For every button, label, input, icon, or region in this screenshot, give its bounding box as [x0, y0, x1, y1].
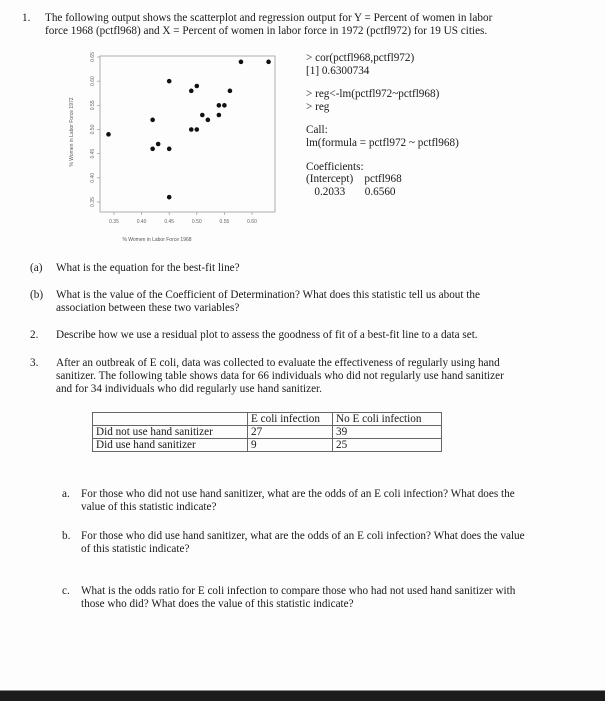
x-tick-label: 0.35	[109, 219, 119, 225]
q3b-text-line2: of this statistic indicate?	[81, 543, 190, 555]
data-point	[217, 113, 222, 118]
data-point	[167, 195, 172, 200]
plot-frame	[100, 56, 275, 212]
r-output-line: > reg	[306, 100, 330, 113]
r-output-spacer	[306, 77, 459, 88]
y-tick-label: 0.45	[90, 148, 96, 159]
data-point	[222, 103, 227, 108]
r-output-spacer	[306, 150, 459, 161]
data-point	[217, 103, 222, 108]
q2-number: 2.	[30, 329, 39, 341]
r-output-line: Call:	[306, 124, 328, 137]
q1a-label: (a)	[30, 262, 43, 274]
r-output-line: (Intercept) pctfl968	[306, 173, 402, 186]
table-cell: Did use hand sanitizer	[93, 439, 248, 452]
r-output-line: lm(formula = pctfl972 ~ pctfl968)	[306, 136, 459, 149]
q3-text-line3: and for 34 individuals who did regularly use hand sanitizer.	[56, 383, 322, 395]
table-row	[93, 439, 442, 452]
data-point	[189, 127, 194, 132]
q3-number: 3.	[30, 357, 39, 369]
q1a-text: What is the equation for the best-fit line?	[56, 262, 240, 274]
data-point	[150, 118, 155, 123]
y-tick-label: 0.50	[90, 124, 96, 135]
data-point	[228, 89, 233, 94]
data-point	[195, 127, 200, 132]
q3b-text-line1: For those who did use hand sanitizer, what are the odds of an E coli infection? What does the value	[81, 530, 525, 542]
data-point	[150, 147, 155, 152]
q1b-label: (b)	[30, 289, 44, 301]
data-point	[156, 142, 161, 147]
x-tick-label: 0.45	[164, 219, 175, 225]
x-tick-label: 0.60	[247, 219, 257, 225]
q3c-label: c.	[62, 585, 70, 597]
y-tick-label: 0.60	[90, 76, 96, 87]
q3a-text-line1: For those who did not use hand sanitizer, what are the odds of an E coli infection? What does the	[81, 488, 515, 500]
y-axis-label: % Women in Labor Force 1972	[69, 97, 75, 167]
q2-text: Describe how we use a residual plot to assess the goodness of fit of a best-fit line to a data set.	[56, 329, 478, 341]
y-tick-label: 0.55	[90, 100, 96, 111]
table-cell: 27	[248, 426, 333, 439]
data-point	[200, 113, 205, 118]
q1-text-line1: The following output shows the scatterplot and regression output for Y = Percent of women in labor	[45, 12, 493, 24]
table-header-cell: No E coli infection	[333, 413, 442, 426]
q3b-label: b.	[62, 530, 71, 542]
data-point	[189, 89, 194, 94]
table-cell: 9	[248, 439, 333, 452]
q3a-label: a.	[62, 488, 70, 500]
q3c-text-line2: those who did? What does the value of this statistic indicate?	[81, 598, 354, 610]
q3-text-line2: sanitizer. The following table shows data for 66 individuals who did not regularly use hand sanitizer	[56, 370, 504, 382]
x-tick-label: 0.55	[219, 219, 230, 225]
table-cell: 39	[333, 426, 442, 439]
y-tick-label: 0.35	[90, 197, 96, 207]
r-output-spacer	[306, 113, 459, 124]
table-cell: Did not use hand sanitizer	[93, 426, 248, 439]
q3c-text-line1: What is the odds ratio for E coli infection to compare those who had not used hand sanitizer with	[81, 585, 516, 597]
x-tick-label: 0.50	[191, 219, 202, 225]
q1-text-line2: force 1968 (pctfl968) and X = Percent of women in labor force in 1972 (pctfl972) for 19 US cities.	[45, 25, 488, 37]
y-tick-label: 0.65	[90, 52, 96, 62]
table-cell: 25	[333, 439, 442, 452]
r-output-line: [1] 0.6300734	[306, 64, 370, 77]
r-console-output	[306, 52, 459, 198]
r-output-line: > reg<-lm(pctfl972~pctfl968)	[306, 88, 440, 101]
q1b-text-line1: What is the value of the Coefficient of Determination? What does this statistic tell us about the	[56, 289, 480, 301]
data-point	[167, 147, 172, 152]
x-tick-label: 0.40	[136, 219, 147, 225]
y-axis-ticks	[90, 52, 100, 207]
ecoli-table	[92, 412, 442, 452]
r-output-line: > cor(pctfl968,pctfl972)	[306, 52, 415, 64]
data-point	[195, 84, 200, 89]
table-row	[93, 426, 442, 439]
x-axis-ticks	[109, 212, 257, 225]
table-header-cell: E coli infection	[248, 413, 333, 426]
data-point	[167, 79, 172, 84]
table-header-row	[93, 413, 442, 426]
q1-number: 1.	[22, 12, 31, 24]
q3a-text-line2: value of this statistic indicate?	[81, 501, 217, 513]
data-point	[266, 60, 271, 65]
r-output-line: 0.2033 0.6560	[306, 185, 396, 198]
table-header-cell	[93, 413, 248, 426]
data-points	[106, 60, 271, 200]
q1b-text-line2: association between these two variables?	[56, 302, 240, 314]
scatterplot	[55, 48, 285, 248]
r-output-line: Coefficients:	[306, 160, 364, 173]
y-tick-label: 0.40	[90, 172, 96, 183]
x-axis-label: % Women in Labor Force 1968	[122, 237, 192, 243]
data-point	[206, 118, 211, 123]
data-point	[239, 60, 244, 65]
data-point	[106, 132, 111, 137]
q3-text-line1: After an outbreak of E coli, data was collected to evaluate the effectiveness of regularly using hand	[56, 357, 500, 369]
bottom-bar	[0, 690, 605, 701]
